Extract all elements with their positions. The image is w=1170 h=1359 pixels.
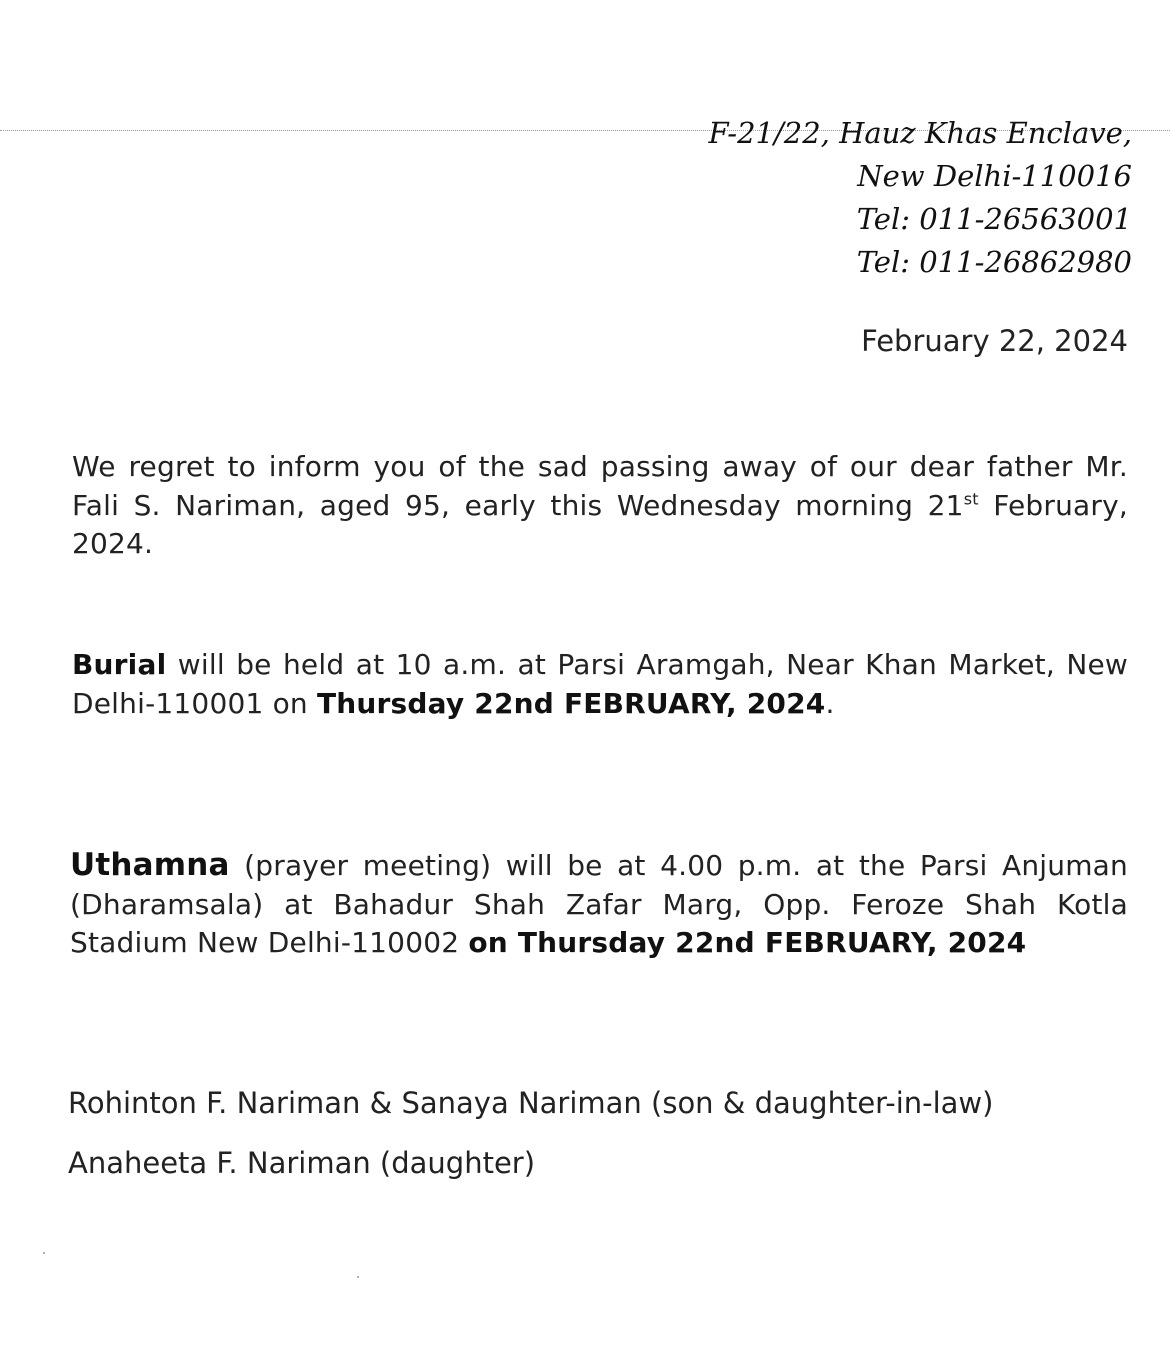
burial-period: . (825, 686, 835, 720)
uthamna-heading: Uthamna (70, 847, 230, 883)
uthamna-paragraph (70, 846, 1128, 963)
address-line-phone-1: Tel: 011-26563001 (856, 202, 1132, 236)
uthamna-details: (prayer meeting) will be at 4.00 p.m. at the Parsi Anjuman (Dharamsala) at Bahadur Shah Zafar Marg, Opp. Feroze Shah Kotla Stadium New Delhi-110002 (70, 849, 1128, 959)
announcement-date-text: February, 2024. (72, 488, 1128, 560)
announcement-text: We regret to inform you of the sad passing away of our dear father Mr. Fali S. Nariman, aged 95, early this Wednesday morning 21 (72, 450, 1128, 522)
address-line-street: F-21/22, Hauz Khas Enclave, (708, 116, 1132, 150)
address-line-city: New Delhi-110016 (857, 159, 1132, 193)
letterhead-address (708, 112, 1132, 284)
signatory-son: Rohinton F. Nariman & Sanaya Nariman (son & daughter-in-law) (68, 1086, 994, 1120)
burial-paragraph (72, 646, 1128, 723)
burial-date: Thursday 22nd FEBRUARY, 2024 (316, 686, 826, 720)
address-line-phone-2: Tel: 011-26862980 (856, 245, 1132, 279)
signatory-daughter: Anaheeta F. Nariman (daughter) (68, 1146, 536, 1180)
letter-date: February 22, 2024 (861, 324, 1128, 358)
scan-speck (357, 1276, 359, 1278)
ordinal-suffix: st (963, 489, 979, 509)
uthamna-date: on Thursday 22nd FEBRUARY, 2024 (468, 926, 1027, 959)
scan-speck (43, 1252, 45, 1254)
burial-heading: Burial (72, 648, 167, 681)
burial-details: will be held at 10 a.m. at Parsi Aramgah, Near Khan Market, New Delhi-110001 on (72, 648, 1128, 720)
announcement-paragraph (72, 448, 1128, 564)
